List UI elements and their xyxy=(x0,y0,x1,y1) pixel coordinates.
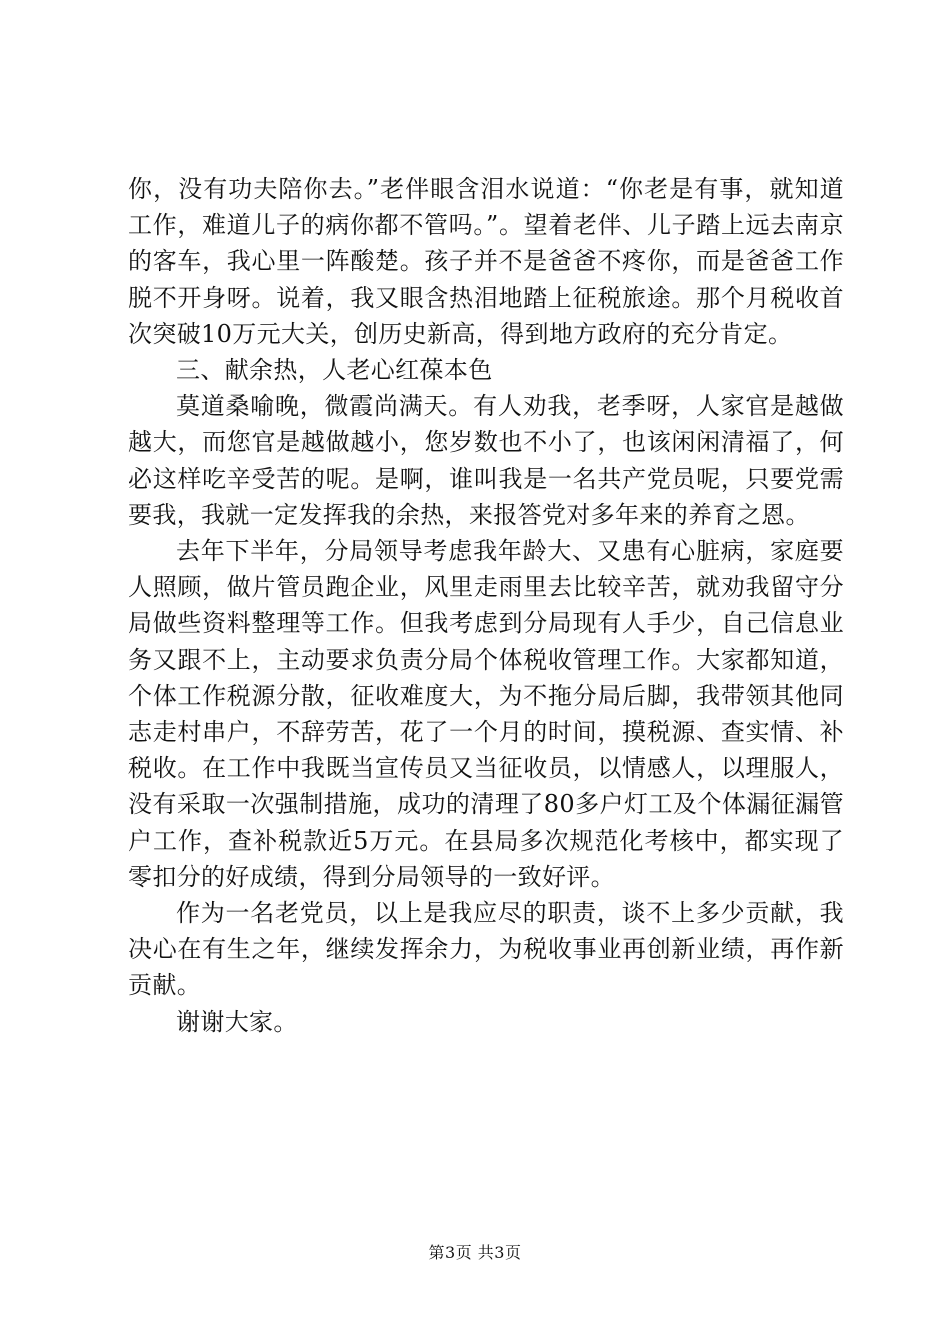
document-body xyxy=(128,171,844,1040)
paragraph: 去年下半年，分局领导考虑我年龄大、又患有心脏病，家庭要人照顾，做片管员跑企业，风里走雨里去比较辛苦，就劝我留守分局做些资料整理等工作。但我考虑到分局现有人手少，自己信息业务又跟不上，主动要求负责分局个体税收管理工作。大家都知道，个体工作税源分散，征收难度大，为不拖分局后脚，我带领其他同志走村串户，不辞劳苦，花了一个月的时间，摸税源、查实情、补税收。在工作中我既当宣传员又当征收员，以情感人，以理服人，没有采取一次强制措施，成功的清理了80多户灯工及个体漏征漏管户工作，查补税款近5万元。在县局多次规范化考核中，都实现了零扣分的好成绩，得到分局领导的一致好评。 xyxy=(128,537,844,891)
section-heading: 三、献余热，人老心红葆本色 xyxy=(176,356,493,385)
paragraph: 莫道桑喻晚，微霞尚满天。有人劝我，老季呀，人家官是越做越大，而您官是越做越小，您岁数也不小了，也该闲闲清福了，何必这样吃辛受苦的呢。是啊，谁叫我是一名共产党员呢，只要党需要我，我就一定发挥我的余热，来报答党对多年来的养育之恩。 xyxy=(128,392,844,529)
closing-paragraph: 谢谢大家。 xyxy=(176,1007,298,1036)
page-footer xyxy=(0,1243,950,1263)
paragraph-continuation: 你，没有功夫陪你去。”老伴眼含泪水说道：“你老是有事，就知道工作，难道儿子的病你都不管吗。”。望着老伴、儿子踏上远去南京的客车，我心里一阵酸楚。孩子并不是爸爸不疼你，而是爸爸工作脱不开身呀。说着，我又眼含热泪地踏上征税旅途。那个月税收首次突破10万元大关，创历史新高，得到地方政府的充分肯定。 xyxy=(128,175,844,348)
paragraph: 作为一名老党员，以上是我应尽的职责，谈不上多少贡献，我决心在有生之年，继续发挥余力，为税收事业再创新业绩，再作新贡献。 xyxy=(128,899,844,1000)
page-number-label: 第3页 共3页 xyxy=(428,1243,522,1262)
